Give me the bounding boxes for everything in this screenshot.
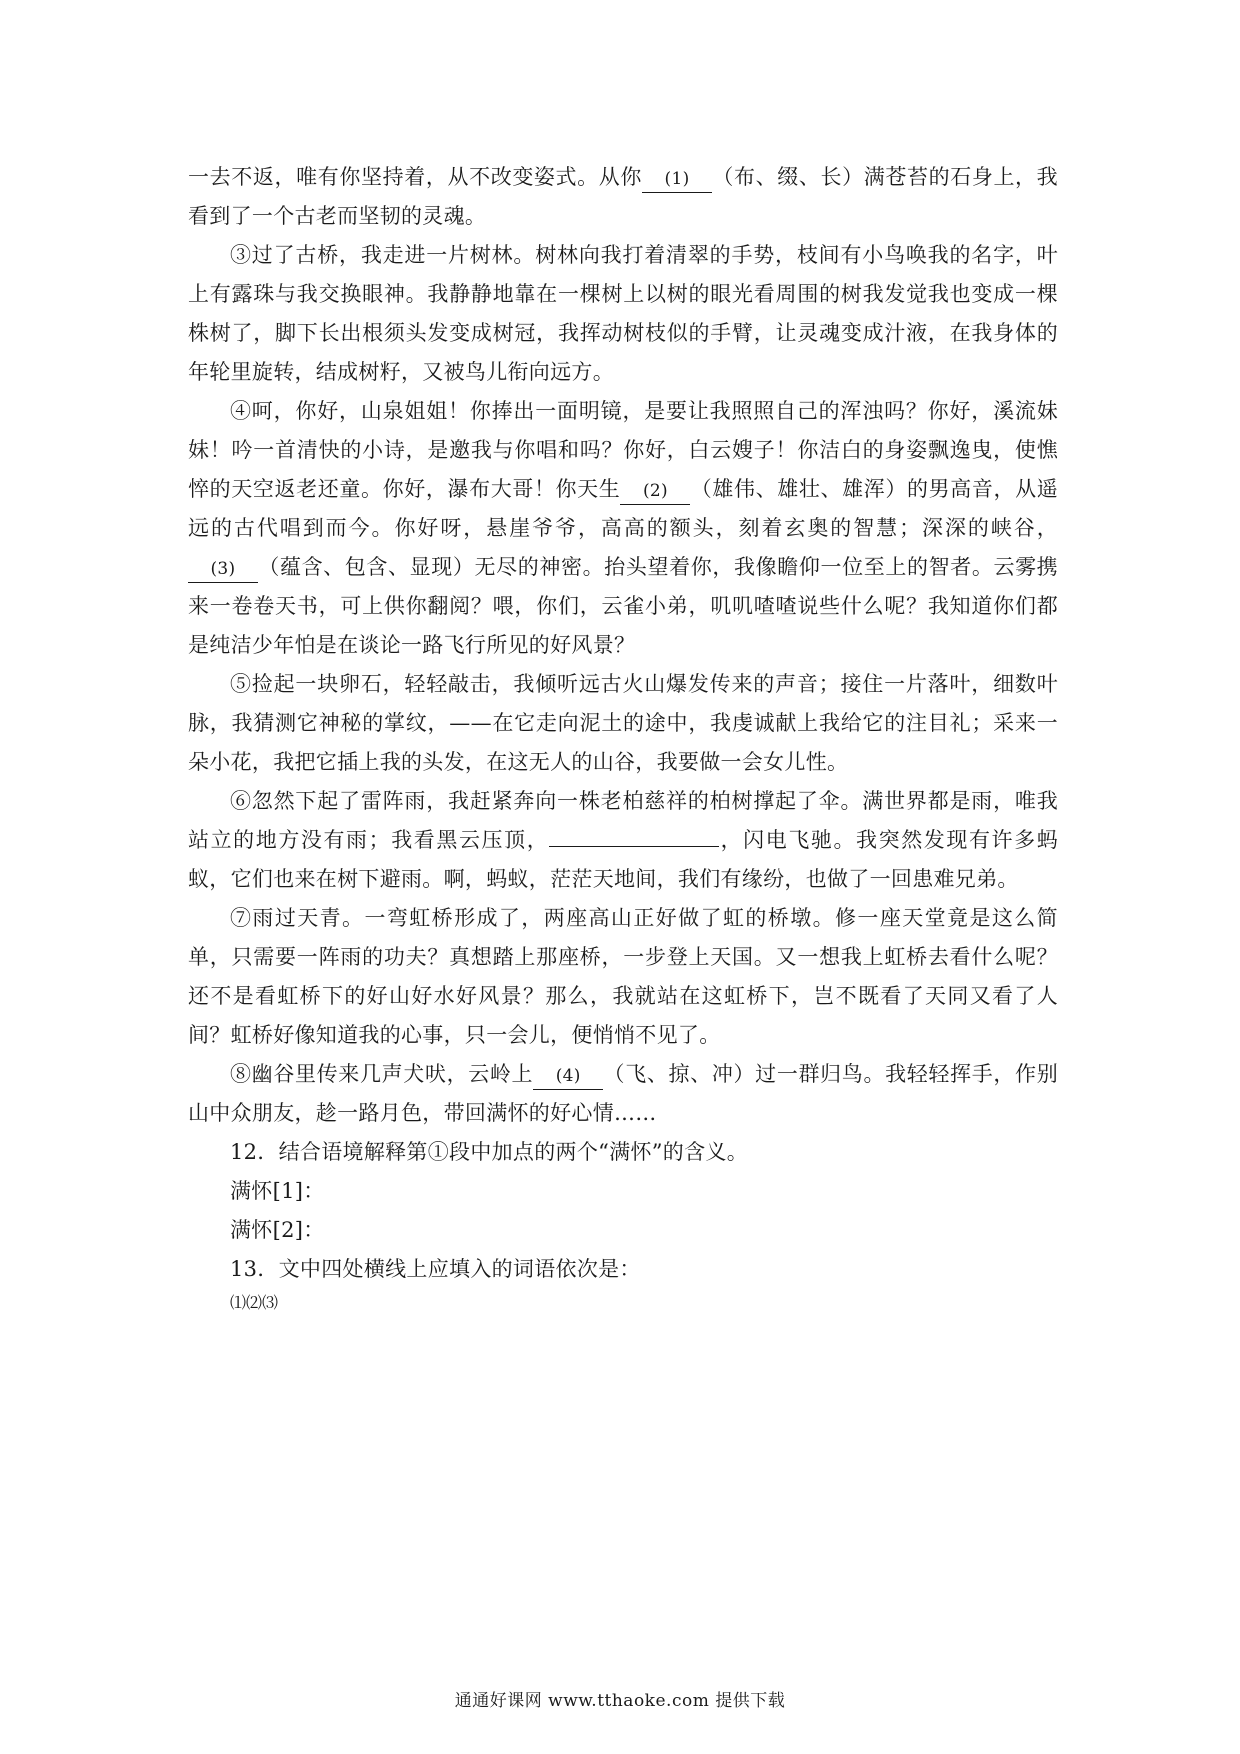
answer-line-2: 满怀[2]：: [230, 1218, 325, 1242]
text-segment: ⑧幽谷里传来几声犬吠，云岭上: [230, 1062, 534, 1086]
paragraph-4: [188, 392, 1058, 665]
paragraph-6: [188, 782, 1058, 899]
text-segment: （雄伟、雄壮、雄浑）的男高音，从遥远的古代唱到而今。你好呀，悬崖爷爷，高高的额头，刻着玄奥的智慧；深深的峡谷，: [188, 477, 1058, 540]
question-13-answer: ⑴⑵⑶: [230, 1293, 279, 1312]
paragraph-8: [188, 1055, 1058, 1133]
text-segment: （布、缀、长）满苍苔的石身上，我看到了一个古老而坚韧的灵魂。: [188, 165, 1058, 228]
answer-line-1: 满怀[1]：: [230, 1179, 325, 1203]
text-segment: 一去不返，唯有你坚持着，从不改变姿式。从你: [188, 165, 643, 189]
text-segment: ⑥忽然下起了雷阵雨，我赶紧奔向一株老柏慈祥的柏树撑起了伞。满世界都是雨，唯我站立的地方没有雨；我看黑云压顶，: [188, 789, 1058, 852]
paragraph-5: ⑤捡起一块卵石，轻轻敲击，我倾听远古火山爆发传来的声音；接住一片落叶，细数叶脉，我猜测它神秘的掌纹，——在它走向泥土的途中，我虔诚献上我给它的注目礼；采来一朵小花，我把它插上我的头发，在这无人的山谷，我要做一会女儿性。: [188, 672, 1058, 774]
paragraph-7: ⑦雨过天青。一弯虹桥形成了，两座高山正好做了虹的桥墩。修一座天堂竟是这么简单，只需要一阵雨的功夫？真想踏上那座桥，一步登上天国。又一想我上虹桥去看什么呢？还不是看虹桥下的好山好水好风景？那么，我就站在这虹桥下，岂不既看了天同又看了人间？虹桥好像知道我的心事，只一会儿，便悄悄不见了。: [188, 906, 1058, 1047]
paragraph-3: ③过了古桥，我走进一片树林。树林向我打着清翠的手势，枝间有小鸟唤我的名字，叶上有露珠与我交换眼神。我静静地靠在一棵树上以树的眼光看周围的树我发觉我也变成一棵株树了，脚下长出根须头发变成树冠，我挥动树枝似的手臂，让灵魂变成汁液，在我身体的年轮里旋转，结成树籽，又被鸟儿衔向远方。: [188, 243, 1058, 384]
text-segment: （飞、掠、冲）过一群归鸟。我轻轻挥手，作别山中众朋友，趁一路月色，带回满怀的好心情……: [188, 1062, 1058, 1125]
document-body: [188, 158, 1058, 1317]
text-segment: ，闪电飞驰。我突然发现有许多蚂蚁，它们也来在树下避雨。啊，蚂蚁，茫茫天地间，我们有缘纷，也做了一回患难兄弟。: [188, 828, 1058, 891]
blank-2: (2): [620, 478, 690, 505]
page-footer: 通通好课网 www.tthaoke.com 提供下载: [454, 1691, 786, 1711]
blank-4: (4): [533, 1063, 603, 1090]
question-12: 12．结合语境解释第①段中加点的两个“满怀”的含义。: [230, 1140, 748, 1164]
text-segment: （蕴含、包含、显现）无尽的神密。抬头望着你，我像瞻仰一位至上的智者。云雾携来一卷卷天书，可上供你翻阅？喂，你们，云雀小弟，叽叽喳喳说些什么呢？我知道你们都是纯洁少年怕是在谈论一路飞行所见的好风景？: [188, 555, 1058, 657]
blank-unnumbered: [549, 846, 719, 847]
question-13: 13．文中四处横线上应填入的词语依次是：: [230, 1257, 641, 1281]
blank-3: (3): [188, 556, 258, 583]
paragraph-continuation: [188, 158, 1058, 236]
blank-1: (1): [642, 166, 712, 193]
text-segment: ④呵，你好，山泉姐姐！你捧出一面明镜，是要让我照照自己的浑浊吗？你好，溪流妹妹！吟一首清快的小诗，是邀我与你唱和吗？你好，白云嫂子！你洁白的身姿飘逸曳，使憔悴的天空返老还童。你好，瀑布大哥！你天生: [188, 399, 1058, 501]
